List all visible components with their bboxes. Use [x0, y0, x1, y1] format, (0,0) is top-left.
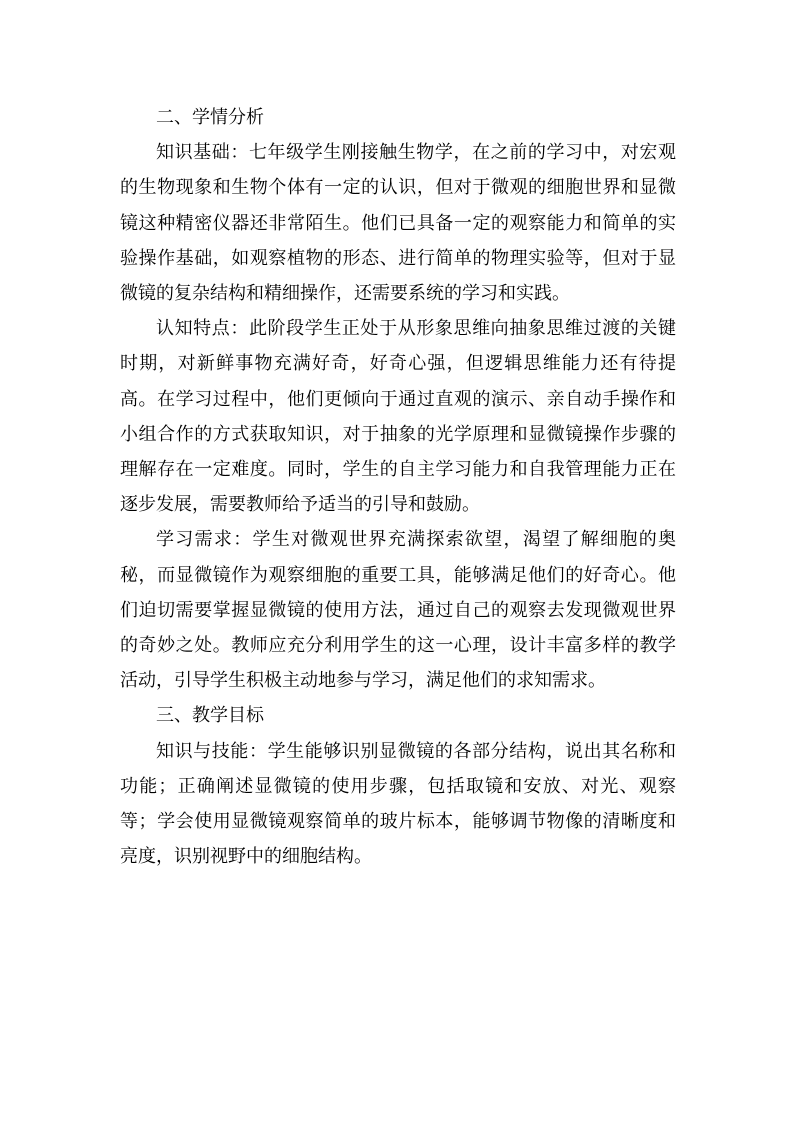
paragraph-learning-needs	[120, 522, 676, 698]
paragraph-lead: 学习需求：	[156, 529, 253, 551]
document-page	[120, 100, 676, 874]
section-heading-student-analysis: 二、学情分析	[156, 107, 264, 128]
paragraph-cognitive-traits	[120, 311, 676, 522]
paragraph-knowledge-skills	[120, 734, 676, 875]
paragraph-text: 此阶段学生正处于从形象思维向抽象思维过渡的关键时期，对新鲜事物充满好奇，好奇心强，但逻辑思维能力还有待提高。在学习过程中，他们更倾向于通过直观的演示、亲自动手操作和小组合作的方式获取知识，对于抽象的光学原理和显微镜操作步骤的理解存在一定难度。同时，学生的自主学习能力和自我管理能力正在逐步发展，需要教师给予适当的引导和鼓励。	[120, 318, 677, 516]
paragraph-lead: 知识与技能：	[156, 740, 268, 762]
section-heading-teaching-goals: 三、教学目标	[156, 705, 264, 727]
paragraph-lead: 认知特点：	[156, 318, 249, 340]
paragraph-text: 七年级学生刚接触生物学，在之前的学习中，对宏观的生物现象和生物个体有一定的认识，但对于微观的细胞世界和显微镜这种精密仪器还非常陌生。他们已具备一定的观察能力和简单的实验操作基础，如观察植物的形态、进行简单的物理实验等，但对于显微镜的复杂结构和精细操作，还需要系统的学习和实践。	[120, 142, 677, 305]
paragraph-lead: 知识基础：	[156, 142, 249, 164]
paragraph-knowledge-base	[120, 135, 676, 311]
paragraph-text: 学生对微观世界充满探索欲望，渴望了解细胞的奥秘，而显微镜作为观察细胞的重要工具，能够满足他们的好奇心。他们迫切需要掌握显微镜的使用方法，通过自己的观察去发现微观世界的奇妙之处。教师应充分利用学生的这一心理，设计丰富多样的教学活动，引导学生积极主动地参与学习，满足他们的求知需求。	[120, 529, 677, 692]
paragraph-text: 学生能够识别显微镜的各部分结构，说出其名称和功能；正确阐述显微镜的使用步骤，包括取镜和安放、对光、观察等；学会使用显微镜观察简单的玻片标本，能够调节物像的清晰度和亮度，识别视野中的细胞结构。	[120, 740, 677, 868]
